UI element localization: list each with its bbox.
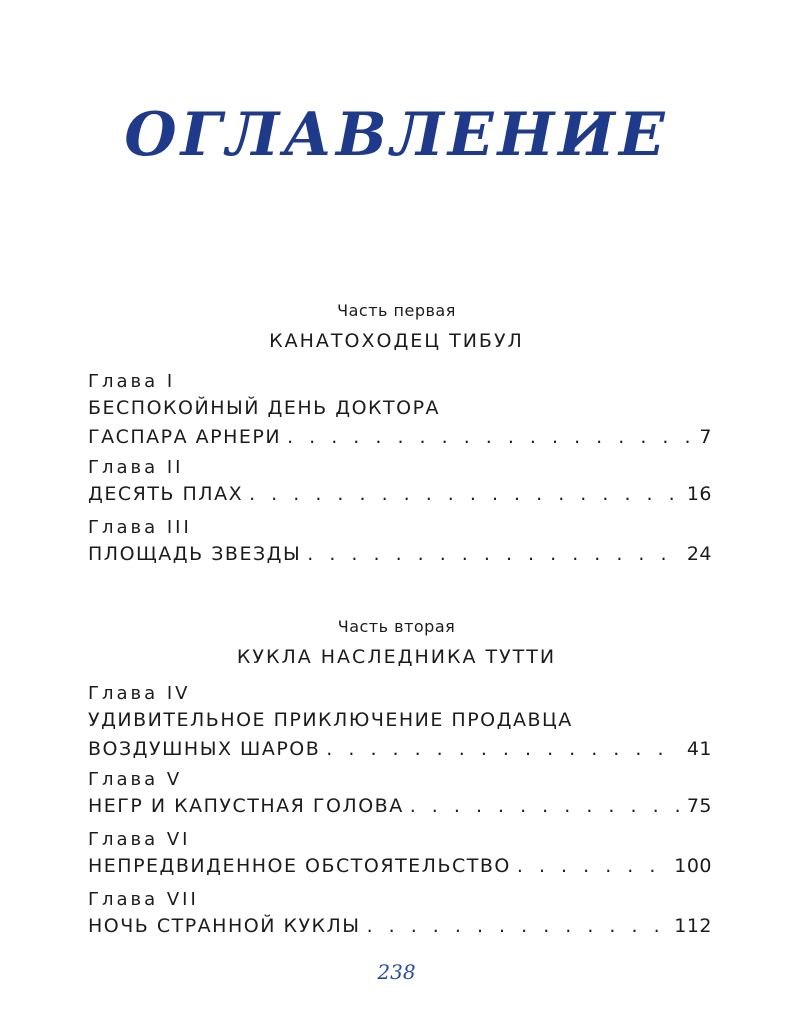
chapter-1-title-line-2: ГАСПАРА АРНЕРИ: [88, 426, 282, 448]
chapter-2-label: Глава II: [88, 457, 184, 478]
chapter-1-label: Глава I: [88, 371, 176, 392]
part-1-heading: [0, 300, 793, 354]
dot-leader: [307, 540, 681, 569]
chapter-7-entry[interactable]: [88, 912, 712, 941]
chapter-5-label: Глава V: [88, 769, 183, 790]
chapter-1-entry[interactable]: [88, 423, 712, 452]
dot-leader: [367, 912, 669, 941]
page-title: ОГЛАВЛЕНИЕ: [124, 100, 669, 170]
chapter-5-page: 75: [686, 795, 712, 817]
chapter-6-label: Глава VI: [88, 829, 191, 850]
chapter-2-entry[interactable]: [88, 480, 712, 509]
part-2-heading: [0, 616, 793, 670]
chapter-3-page: 24: [686, 543, 712, 565]
chapter-1-title-line-1: БЕСПОКОЙНЫЙ ДЕНЬ ДОКТОРА: [88, 397, 441, 419]
chapter-5-entry[interactable]: [88, 792, 712, 821]
chapter-6[interactable]: [88, 828, 712, 881]
chapter-2-title: ДЕСЯТЬ ПЛАХ: [88, 483, 244, 505]
chapter-6-title: НЕПРЕДВИДЕННОЕ ОБСТОЯТЕЛЬСТВО: [88, 855, 511, 877]
chapter-7-title: НОЧЬ СТРАННОЙ КУКЛЫ: [88, 915, 361, 937]
dot-leader: [249, 480, 681, 509]
chapter-3[interactable]: [88, 516, 712, 569]
chapter-2[interactable]: [88, 456, 712, 509]
chapter-4-entry[interactable]: [88, 735, 712, 764]
chapter-4-title-line-1: УДИВИТЕЛЬНОЕ ПРИКЛЮЧЕНИЕ ПРОДАВЦА: [88, 709, 573, 731]
chapter-5-title: НЕГР И КАПУСТНАЯ ГОЛОВА: [88, 795, 404, 817]
dot-leader: [517, 852, 668, 881]
chapter-3-title: ПЛОЩАДЬ ЗВЕЗДЫ: [88, 543, 302, 565]
dot-leader: [326, 735, 681, 764]
chapter-4-label: Глава IV: [88, 683, 191, 704]
chapter-4-page: 41: [686, 738, 712, 760]
part-2-name: КУКЛА НАСЛЕДНИКА ТУТТИ: [236, 646, 557, 668]
chapter-4[interactable]: [88, 682, 712, 764]
part-1-label: Часть первая: [337, 301, 456, 320]
dot-leader: [287, 423, 693, 452]
chapter-4-title-line-2: ВОЗДУШНЫХ ШАРОВ: [88, 738, 321, 760]
chapter-7-label: Глава VII: [88, 889, 199, 910]
chapter-1-page: 7: [699, 426, 712, 448]
dot-leader: [410, 792, 681, 821]
chapter-7[interactable]: [88, 888, 712, 941]
page-number: 238: [377, 960, 416, 984]
chapter-3-entry[interactable]: [88, 540, 712, 569]
chapter-7-page: 112: [674, 915, 712, 937]
chapter-2-page: 16: [686, 483, 712, 505]
part-2-label: Часть вторая: [337, 617, 456, 636]
chapter-5[interactable]: [88, 768, 712, 821]
chapter-1[interactable]: [88, 370, 712, 452]
chapter-6-page: 100: [674, 855, 712, 877]
chapter-3-label: Глава III: [88, 517, 192, 538]
chapter-6-entry[interactable]: [88, 852, 712, 881]
part-1-name: КАНАТОХОДЕЦ ТИБУЛ: [269, 330, 524, 352]
